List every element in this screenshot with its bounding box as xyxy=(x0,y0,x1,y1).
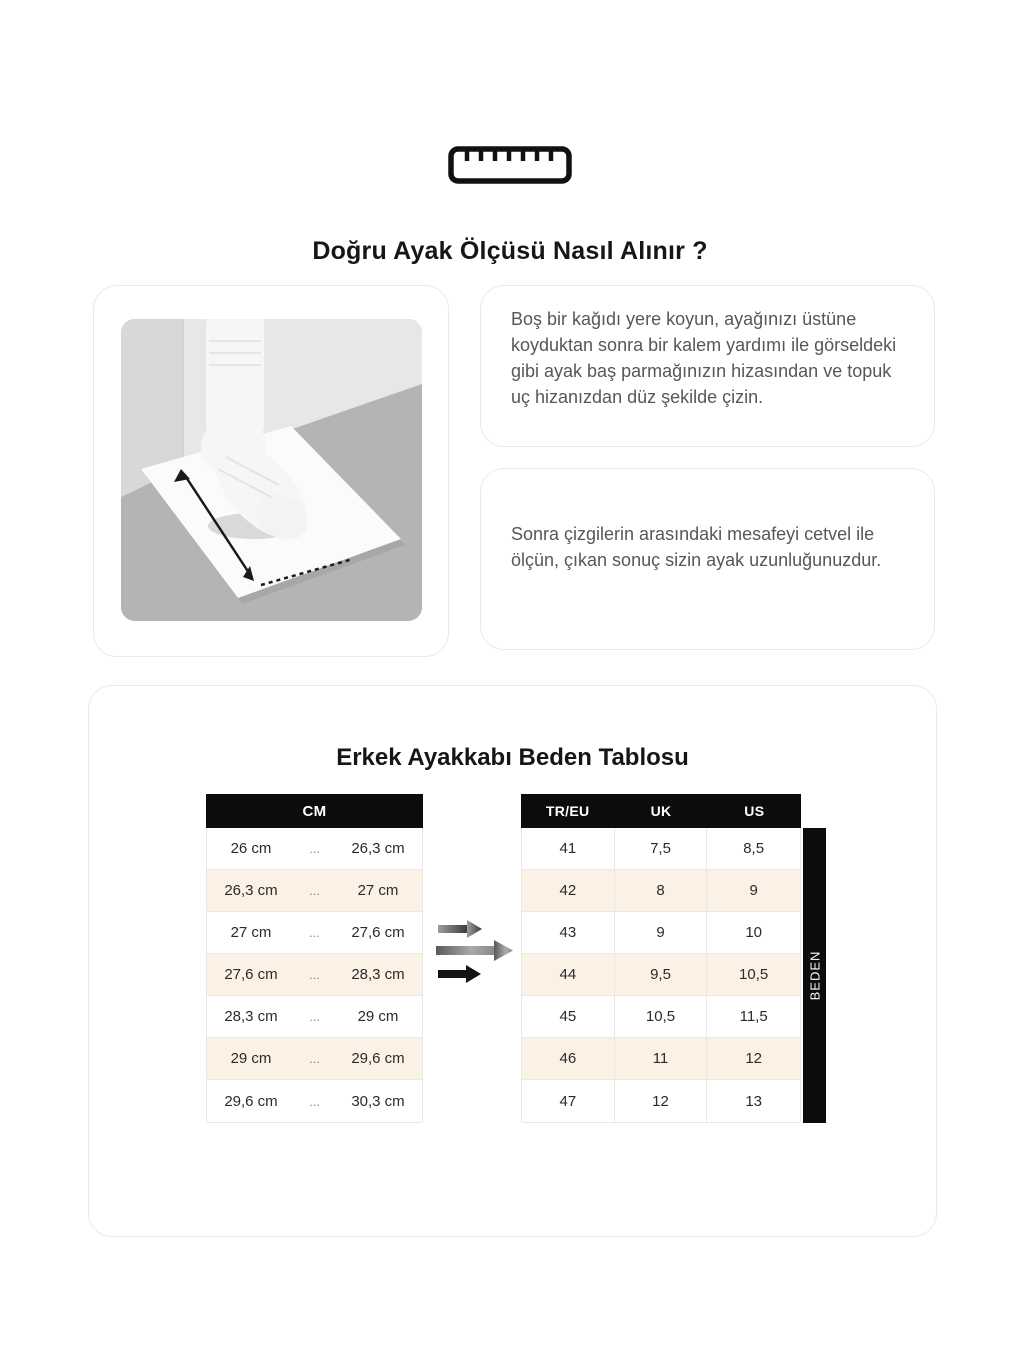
cm-to: 29 cm xyxy=(357,1008,399,1025)
range-dots-icon: ... xyxy=(309,967,320,982)
size-table xyxy=(521,794,801,1123)
size-treu: 41 xyxy=(522,828,615,869)
page-title: Doğru Ayak Ölçüsü Nasıl Alınır ? xyxy=(312,236,708,265)
size-treu: 46 xyxy=(522,1038,615,1079)
col-header-us: US xyxy=(744,803,765,819)
size-chart-card xyxy=(88,685,937,1237)
range-dots-icon: ... xyxy=(309,925,320,940)
instruction-step-2: Sonra çizgilerin arasındaki mesafeyi cetvel ile ölçün, çıkan sonuç sizin ayak uzunluğunuzdur. xyxy=(511,524,882,570)
size-table-row xyxy=(522,870,800,912)
cm-to: 27 cm xyxy=(357,882,399,899)
size-us: 11,5 xyxy=(739,1008,768,1025)
size-us: 10,5 xyxy=(739,966,769,983)
cm-table-body xyxy=(206,828,423,1123)
cm-table-row xyxy=(207,912,422,954)
cm-table-row xyxy=(207,870,422,912)
col-header-uk: UK xyxy=(650,803,672,819)
cm-to: 27,6 cm xyxy=(351,924,405,941)
cm-table-row xyxy=(207,828,422,870)
instruction-card-1 xyxy=(480,285,935,447)
cm-from: 26 cm xyxy=(230,840,272,857)
range-dots-icon: ... xyxy=(309,1051,320,1066)
cm-from: 29,6 cm xyxy=(224,1092,278,1110)
instruction-card-2 xyxy=(480,468,935,650)
cm-from: 26,3 cm xyxy=(224,882,278,899)
size-treu: 44 xyxy=(522,954,615,995)
size-table-row xyxy=(522,828,800,870)
cm-from: 27 cm xyxy=(230,924,272,941)
size-uk: 12 xyxy=(615,1080,708,1122)
cm-table-row xyxy=(207,1080,422,1122)
foot-photo-card xyxy=(93,285,449,657)
size-us: 9 xyxy=(749,882,758,899)
cm-table-header: CM xyxy=(206,794,423,828)
range-dots-icon: ... xyxy=(309,1093,320,1109)
size-us: 12 xyxy=(745,1050,762,1067)
size-us: 8,5 xyxy=(743,840,765,857)
beden-label-text: BEDEN xyxy=(807,950,823,1001)
size-table-body xyxy=(521,828,801,1123)
cm-to: 29,6 cm xyxy=(351,1050,405,1067)
size-treu: 47 xyxy=(522,1080,615,1122)
cm-to: 26,3 cm xyxy=(351,840,405,857)
beden-vertical-label xyxy=(803,828,826,1123)
size-treu: 42 xyxy=(522,870,615,911)
size-table-header xyxy=(521,794,801,828)
size-us: 10 xyxy=(745,924,762,941)
cm-table xyxy=(206,794,423,1123)
size-treu: 45 xyxy=(522,996,615,1037)
size-chart-title: Erkek Ayakkabı Beden Tablosu xyxy=(336,743,689,771)
cm-table-row xyxy=(207,1038,422,1080)
size-table-row xyxy=(522,1038,800,1080)
size-table-row xyxy=(522,912,800,954)
size-table-row xyxy=(522,954,800,996)
transfer-arrows-icon xyxy=(436,920,516,988)
size-table-row xyxy=(522,996,800,1038)
cm-from: 27,6 cm xyxy=(224,966,278,983)
size-uk: 7,5 xyxy=(615,828,708,869)
col-header-treu: TR/EU xyxy=(545,803,590,819)
size-us: 13 xyxy=(745,1092,762,1110)
size-uk: 11 xyxy=(615,1038,708,1079)
size-table-row xyxy=(522,1080,800,1122)
cm-to: 30,3 cm xyxy=(351,1092,405,1110)
instruction-step-1: Boş bir kağıdı yere koyun, ayağınızı üstüne koyduktan sonra bir kalem yardımı ile görseldeki gibi ayak baş parmağınızın hizasından ve topuk uç hizanızdan düz şekilde çizin. xyxy=(511,309,897,407)
foot-measurement-photo xyxy=(121,319,422,621)
size-uk: 9,5 xyxy=(615,954,708,995)
cm-table-row xyxy=(207,954,422,996)
size-uk: 10,5 xyxy=(615,996,708,1037)
range-dots-icon: ... xyxy=(309,841,320,856)
range-dots-icon: ... xyxy=(309,1009,320,1024)
ruler-icon xyxy=(0,146,1020,184)
size-treu: 43 xyxy=(522,912,615,953)
cm-to: 28,3 cm xyxy=(351,966,405,983)
cm-from: 28,3 cm xyxy=(224,1008,278,1025)
cm-table-row xyxy=(207,996,422,1038)
cm-from: 29 cm xyxy=(230,1050,272,1067)
range-dots-icon: ... xyxy=(309,883,320,898)
size-uk: 9 xyxy=(615,912,708,953)
size-uk: 8 xyxy=(615,870,708,911)
